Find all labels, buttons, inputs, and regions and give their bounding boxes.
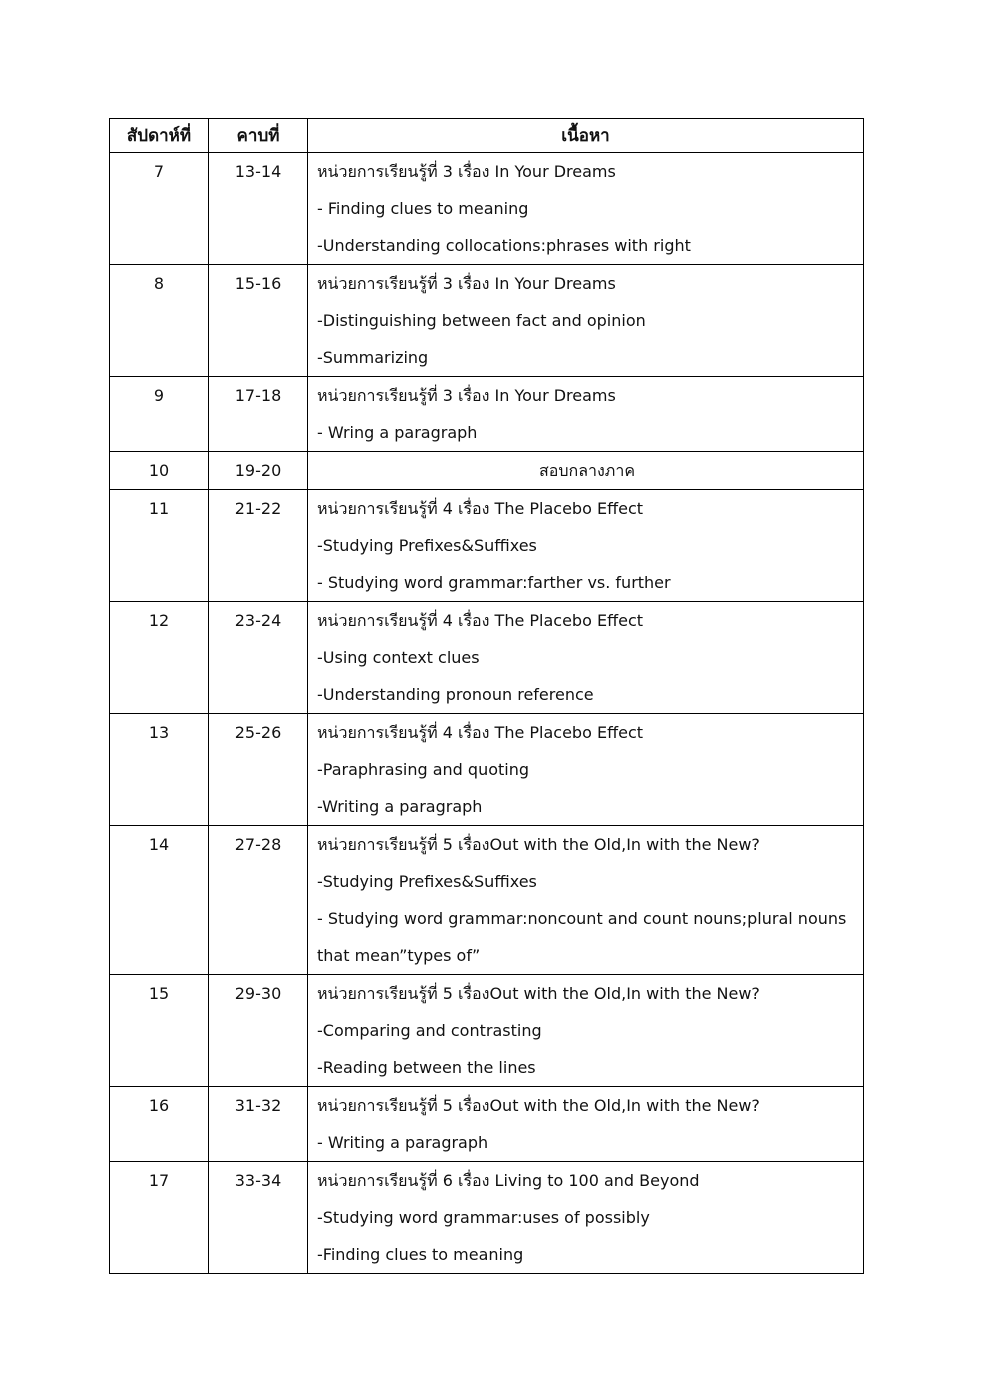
content-cell: [308, 1087, 864, 1162]
content-line: -Understanding pronoun reference: [317, 685, 594, 704]
content-line: -Understanding collocations:phrases with right: [317, 236, 691, 255]
content-line: - Writing a paragraph: [317, 1133, 489, 1152]
week-cell: 16: [110, 1087, 209, 1162]
period-cell: 33-34: [209, 1162, 308, 1274]
table-row: [110, 714, 864, 826]
week-cell: 17: [110, 1162, 209, 1274]
unit-title: หน่วยการเรียนรู้ที่ 5 เรื่องOut with the Old,In with the New?: [317, 984, 760, 1003]
unit-title: หน่วยการเรียนรู้ที่ 3 เรื่อง In Your Dreams: [317, 162, 616, 181]
unit-title: หน่วยการเรียนรู้ที่ 3 เรื่อง In Your Dreams: [317, 274, 616, 293]
content-cell: [308, 714, 864, 826]
week-cell: 8: [110, 265, 209, 377]
content-line: - Wring a paragraph: [317, 423, 478, 442]
table-row: [110, 975, 864, 1087]
unit-title: หน่วยการเรียนรู้ที่ 6 เรื่อง Living to 100 and Beyond: [317, 1171, 700, 1190]
content-line: -Studying Prefixes&Suffixes: [317, 872, 537, 891]
content-line: that mean”types of”: [317, 946, 481, 965]
week-cell: 7: [110, 153, 209, 265]
content-cell: [308, 1162, 864, 1274]
content-line: สอบกลางภาค: [538, 461, 636, 480]
week-cell: 10: [110, 452, 209, 490]
header-row: [110, 119, 864, 153]
content-line: -Studying Prefixes&Suffixes: [317, 536, 537, 555]
content-line: - Studying word grammar:noncount and count nouns;plural nouns: [317, 909, 847, 928]
unit-title: หน่วยการเรียนรู้ที่ 3 เรื่อง In Your Dreams: [317, 386, 616, 405]
content-cell: [308, 975, 864, 1087]
period-cell: 19-20: [209, 452, 308, 490]
table-row: [110, 265, 864, 377]
week-cell: 13: [110, 714, 209, 826]
content-cell: [308, 490, 864, 602]
week-cell: 12: [110, 602, 209, 714]
period-cell: 27-28: [209, 826, 308, 975]
period-cell: 15-16: [209, 265, 308, 377]
period-cell: 23-24: [209, 602, 308, 714]
header-week: สัปดาห์ที่: [110, 119, 209, 153]
content-line: - Finding clues to meaning: [317, 199, 529, 218]
table-row: [110, 490, 864, 602]
table-row: [110, 452, 864, 490]
schedule-table: [109, 118, 864, 1274]
table-row: [110, 602, 864, 714]
week-cell: 14: [110, 826, 209, 975]
content-cell: [308, 826, 864, 975]
table-row: [110, 1087, 864, 1162]
table-row: [110, 377, 864, 452]
schedule-body: [110, 153, 864, 1274]
period-cell: 21-22: [209, 490, 308, 602]
content-line: - Studying word grammar:farther vs. further: [317, 573, 671, 592]
content-line: -Finding clues to meaning: [317, 1245, 524, 1264]
week-cell: 9: [110, 377, 209, 452]
content-line: -Comparing and contrasting: [317, 1021, 542, 1040]
content-cell: [308, 265, 864, 377]
table-row: [110, 153, 864, 265]
header-content: เนื้อหา: [308, 119, 864, 153]
content-line: -Reading between the lines: [317, 1058, 536, 1077]
content-line: -Summarizing: [317, 348, 429, 367]
period-cell: 29-30: [209, 975, 308, 1087]
header-period: คาบที่: [209, 119, 308, 153]
content-line: -Paraphrasing and quoting: [317, 760, 530, 779]
unit-title: หน่วยการเรียนรู้ที่ 4 เรื่อง The Placebo Effect: [317, 611, 644, 630]
unit-title: หน่วยการเรียนรู้ที่ 5 เรื่องOut with the Old,In with the New?: [317, 835, 760, 854]
table-row: [110, 826, 864, 975]
week-cell: 11: [110, 490, 209, 602]
content-cell: [308, 602, 864, 714]
table-row: [110, 1162, 864, 1274]
period-cell: 31-32: [209, 1087, 308, 1162]
content-line: -Writing a paragraph: [317, 797, 483, 816]
unit-title: หน่วยการเรียนรู้ที่ 4 เรื่อง The Placebo Effect: [317, 723, 644, 742]
unit-title: หน่วยการเรียนรู้ที่ 4 เรื่อง The Placebo Effect: [317, 499, 644, 518]
content-line: -Studying word grammar:uses of possibly: [317, 1208, 650, 1227]
content-line: -Distinguishing between fact and opinion: [317, 311, 646, 330]
period-cell: 13-14: [209, 153, 308, 265]
content-cell: [308, 452, 864, 490]
content-line: -Using context clues: [317, 648, 480, 667]
period-cell: 25-26: [209, 714, 308, 826]
content-cell: [308, 377, 864, 452]
content-cell: [308, 153, 864, 265]
period-cell: 17-18: [209, 377, 308, 452]
week-cell: 15: [110, 975, 209, 1087]
unit-title: หน่วยการเรียนรู้ที่ 5 เรื่องOut with the Old,In with the New?: [317, 1096, 760, 1115]
